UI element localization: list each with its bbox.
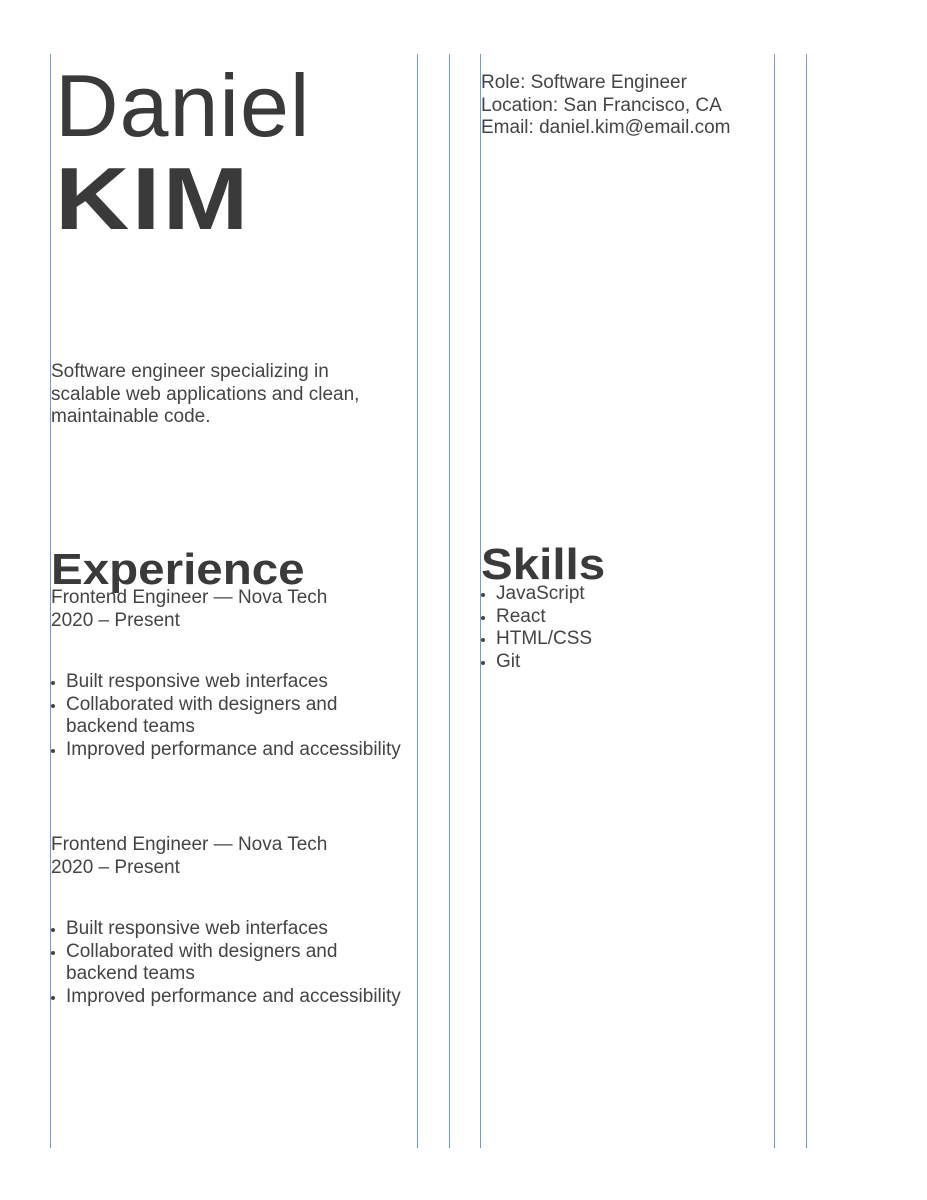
job-bullet-text: Collaborated with designers and backend teams — [66, 693, 338, 737]
job-header — [51, 587, 401, 632]
job-title: Frontend Engineer — Nova Tech — [51, 834, 328, 855]
column-guide-line — [806, 54, 807, 1148]
job-bullets — [51, 918, 401, 1008]
skill-item: Git — [481, 651, 592, 674]
experience-heading: Experience — [51, 544, 305, 594]
contact-role: Role: Software Engineer — [481, 72, 687, 93]
contact-email: Email: daniel.kim@email.com — [481, 117, 731, 138]
skill-item: JavaScript — [481, 583, 592, 606]
job-bullet — [51, 671, 401, 694]
contact-block — [481, 72, 781, 140]
job-bullet — [51, 739, 401, 762]
job-bullet — [51, 694, 401, 739]
job-bullet — [51, 941, 401, 986]
job-header — [51, 834, 401, 879]
skill-item: React — [481, 606, 592, 629]
column-guide-line — [449, 54, 450, 1148]
skills-heading: Skills — [481, 539, 606, 589]
job-bullet-text: Improved performance and accessibility — [66, 985, 401, 1007]
job-bullet-text: Improved performance and accessibility — [66, 738, 401, 760]
skill-item: HTML/CSS — [481, 628, 592, 651]
experience-item — [51, 834, 401, 1008]
job-bullet — [51, 986, 401, 1009]
job-title: Frontend Engineer — Nova Tech — [51, 587, 328, 608]
column-guide-line — [417, 54, 418, 1148]
job-bullet — [51, 918, 401, 941]
skills-list — [481, 583, 592, 673]
column-guide-line — [774, 54, 775, 1148]
job-bullet-text: Collaborated with designers and backend teams — [66, 940, 338, 984]
profile-summary: Software engineer specializing in scalable web applications and clean, maintainable code. — [51, 361, 360, 427]
last-name: KIM — [55, 149, 251, 248]
job-dates: 2020 – Present — [51, 856, 180, 878]
job-bullet-text: Built responsive web interfaces — [66, 918, 328, 939]
experience-item — [51, 587, 401, 761]
first-name: Daniel — [55, 56, 311, 155]
contact-location: Location: San Francisco, CA — [481, 94, 722, 116]
job-bullet-text: Built responsive web interfaces — [66, 671, 328, 692]
job-dates: 2020 – Present — [51, 609, 180, 631]
job-bullets — [51, 671, 401, 761]
